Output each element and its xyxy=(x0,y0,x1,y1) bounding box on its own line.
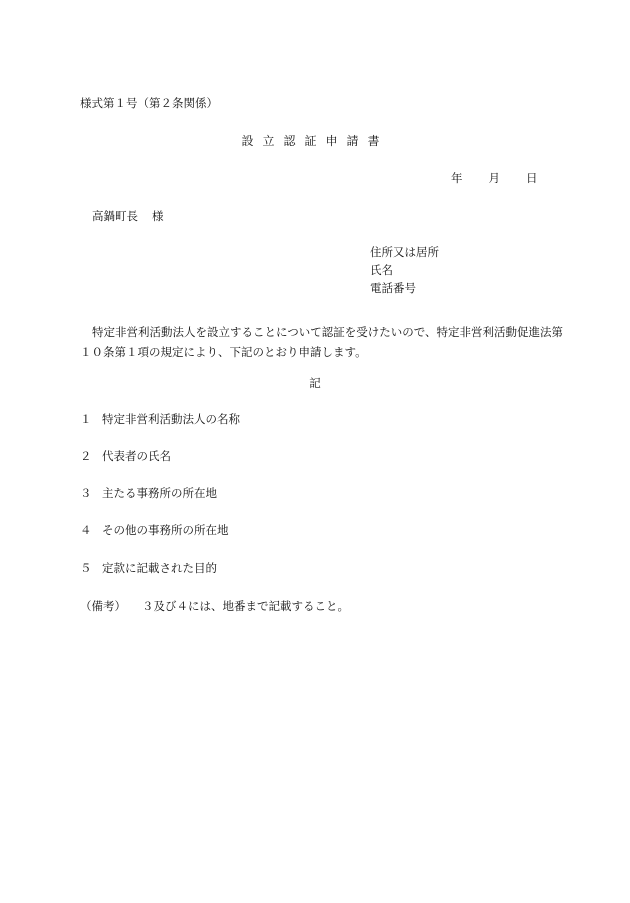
applicant-phone-label: 電話番号 xyxy=(370,281,416,295)
item-number: １ xyxy=(80,412,92,426)
remark xyxy=(80,601,349,613)
item-label: その他の事務所の所在地 xyxy=(102,523,229,537)
date-month-label: 月 xyxy=(488,171,500,185)
list-item xyxy=(80,563,217,575)
item-number: ５ xyxy=(80,561,92,575)
item-label: 代表者の氏名 xyxy=(102,449,171,463)
applicant-name-label: 氏名 xyxy=(370,263,393,277)
remark-text: ３及び４には、地番まで記載すること。 xyxy=(142,599,349,613)
list-item xyxy=(80,414,240,426)
list-item xyxy=(80,451,171,463)
addressee-name: 高鍋町長 xyxy=(92,209,138,223)
addressee xyxy=(92,211,164,223)
item-label: 定款に記載された目的 xyxy=(102,561,217,575)
application-body-text: 特定非営利活動法人を設立することについて認証を受けたいので、特定非営利活動促進法第１０条第１項の規定により、下記のとおり申請します。 xyxy=(80,325,564,359)
list-item xyxy=(80,488,217,500)
date-day-label: 日 xyxy=(526,171,538,185)
applicant-address-label: 住所又は居所 xyxy=(370,245,439,259)
form-number: 様式第１号（第２条関係） xyxy=(80,96,218,110)
item-number: ２ xyxy=(80,449,92,463)
ki-heading: 記 xyxy=(309,376,321,390)
applicant-block xyxy=(370,247,439,301)
list-item xyxy=(80,525,229,537)
item-number: ３ xyxy=(80,486,92,500)
remark-label: （備考） xyxy=(80,599,126,613)
item-number: ４ xyxy=(80,523,92,537)
date-year-label: 年 xyxy=(451,171,463,185)
item-label: 主たる事務所の所在地 xyxy=(102,486,217,500)
date-row xyxy=(451,173,538,185)
document-title: 設立認証申請書 xyxy=(241,134,389,148)
addressee-honorific: 様 xyxy=(152,209,164,223)
item-label: 特定非営利活動法人の名称 xyxy=(102,412,240,426)
